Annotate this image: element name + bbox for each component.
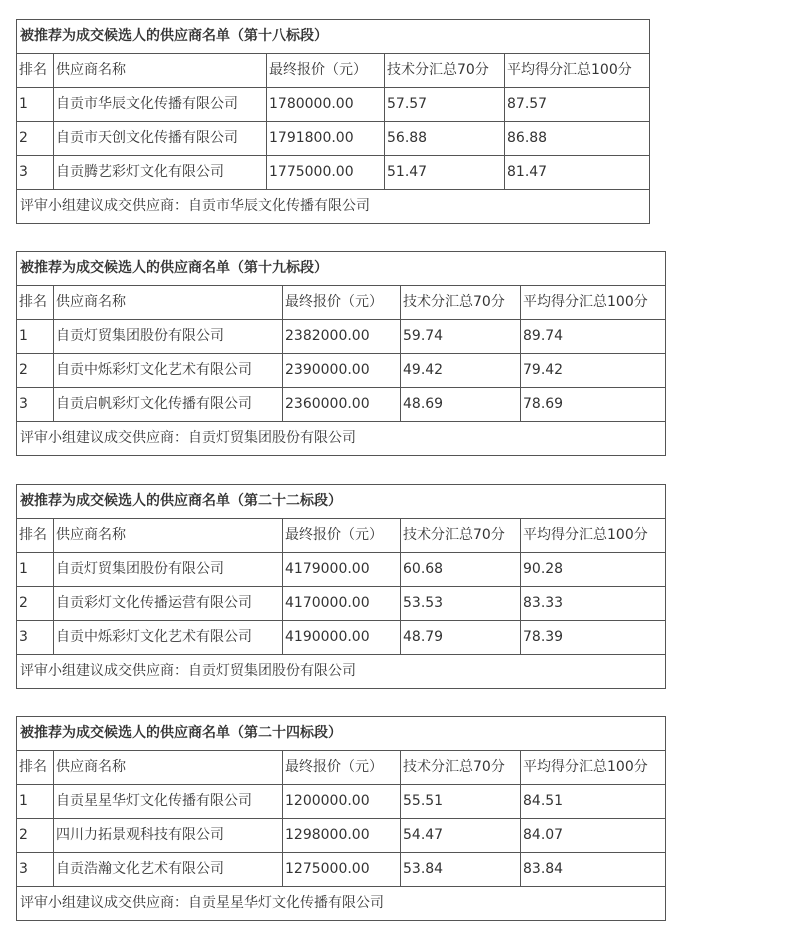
recommendation-note: 评审小组建议成交供应商：自贡市华辰文化传播有限公司 — [17, 190, 650, 224]
price-cell: 1780000.00 — [267, 88, 385, 122]
table-row — [17, 354, 666, 388]
header-supplier: 供应商名称 — [54, 54, 267, 88]
header-tech-score: 技术分汇总70分 — [401, 751, 521, 785]
header-tech-score: 技术分汇总70分 — [401, 286, 521, 320]
avg-score-cell: 87.57 — [505, 88, 650, 122]
avg-score-cell: 90.28 — [521, 553, 666, 587]
supplier-cell: 自贡灯贸集团股份有限公司 — [54, 553, 283, 587]
header-tech-score: 技术分汇总70分 — [385, 54, 505, 88]
avg-score-cell: 84.07 — [521, 819, 666, 853]
price-cell: 1775000.00 — [267, 156, 385, 190]
bid-table-22 — [16, 484, 666, 689]
avg-score-cell: 81.47 — [505, 156, 650, 190]
header-rank: 排名 — [17, 519, 54, 553]
table-row — [17, 587, 666, 621]
price-cell: 4170000.00 — [283, 587, 401, 621]
header-supplier: 供应商名称 — [54, 286, 283, 320]
avg-score-cell: 84.51 — [521, 785, 666, 819]
rank-cell: 3 — [17, 156, 54, 190]
tech-score-cell: 53.84 — [401, 853, 521, 887]
rank-cell: 1 — [17, 320, 54, 354]
supplier-cell: 自贡市天创文化传播有限公司 — [54, 122, 267, 156]
table-row — [17, 122, 650, 156]
table-row — [17, 853, 666, 887]
recommendation-note: 评审小组建议成交供应商：自贡灯贸集团股份有限公司 — [17, 655, 666, 689]
supplier-cell: 自贡灯贸集团股份有限公司 — [54, 320, 283, 354]
header-price: 最终报价（元） — [283, 519, 401, 553]
table-title: 被推荐为成交候选人的供应商名单（第二十四标段） — [17, 717, 666, 751]
price-cell: 1791800.00 — [267, 122, 385, 156]
table-title: 被推荐为成交候选人的供应商名单（第十九标段） — [17, 252, 666, 286]
tech-score-cell: 48.69 — [401, 388, 521, 422]
rank-cell: 1 — [17, 88, 54, 122]
supplier-cell: 自贡星星华灯文化传播有限公司 — [54, 785, 283, 819]
price-cell: 2382000.00 — [283, 320, 401, 354]
table-row — [17, 553, 666, 587]
avg-score-cell: 83.84 — [521, 853, 666, 887]
header-avg-score: 平均得分汇总100分 — [521, 286, 666, 320]
price-cell: 2360000.00 — [283, 388, 401, 422]
table-title: 被推荐为成交候选人的供应商名单（第二十二标段） — [17, 485, 666, 519]
bid-table-24 — [16, 716, 666, 921]
table-row — [17, 819, 666, 853]
rank-cell: 2 — [17, 819, 54, 853]
header-price: 最终报价（元） — [267, 54, 385, 88]
avg-score-cell: 86.88 — [505, 122, 650, 156]
header-supplier: 供应商名称 — [54, 751, 283, 785]
rank-cell: 3 — [17, 388, 54, 422]
price-cell: 4179000.00 — [283, 553, 401, 587]
tech-score-cell: 48.79 — [401, 621, 521, 655]
header-row — [17, 751, 666, 785]
tech-score-cell: 49.42 — [401, 354, 521, 388]
rank-cell: 2 — [17, 122, 54, 156]
header-avg-score: 平均得分汇总100分 — [521, 751, 666, 785]
supplier-cell: 自贡市华辰文化传播有限公司 — [54, 88, 267, 122]
avg-score-cell: 89.74 — [521, 320, 666, 354]
header-row — [17, 54, 650, 88]
tech-score-cell: 60.68 — [401, 553, 521, 587]
tech-score-cell: 53.53 — [401, 587, 521, 621]
table-row — [17, 320, 666, 354]
supplier-cell: 自贡中烁彩灯文化艺术有限公司 — [54, 621, 283, 655]
tech-score-cell: 54.47 — [401, 819, 521, 853]
tech-score-cell: 57.57 — [385, 88, 505, 122]
table-row — [17, 388, 666, 422]
header-avg-score: 平均得分汇总100分 — [521, 519, 666, 553]
table-row — [17, 621, 666, 655]
supplier-cell: 自贡中烁彩灯文化艺术有限公司 — [54, 354, 283, 388]
tech-score-cell: 59.74 — [401, 320, 521, 354]
tech-score-cell: 56.88 — [385, 122, 505, 156]
avg-score-cell: 78.69 — [521, 388, 666, 422]
header-row — [17, 519, 666, 553]
price-cell: 2390000.00 — [283, 354, 401, 388]
rank-cell: 3 — [17, 853, 54, 887]
rank-cell: 3 — [17, 621, 54, 655]
price-cell: 1298000.00 — [283, 819, 401, 853]
supplier-cell: 自贡腾艺彩灯文化有限公司 — [54, 156, 267, 190]
table-title: 被推荐为成交候选人的供应商名单（第十八标段） — [17, 20, 650, 54]
rank-cell: 2 — [17, 587, 54, 621]
recommendation-note: 评审小组建议成交供应商：自贡灯贸集团股份有限公司 — [17, 422, 666, 456]
header-rank: 排名 — [17, 751, 54, 785]
table-row — [17, 156, 650, 190]
recommendation-note: 评审小组建议成交供应商：自贡星星华灯文化传播有限公司 — [17, 887, 666, 921]
supplier-cell: 四川力拓景观科技有限公司 — [54, 819, 283, 853]
supplier-cell: 自贡启帆彩灯文化传播有限公司 — [54, 388, 283, 422]
avg-score-cell: 79.42 — [521, 354, 666, 388]
header-price: 最终报价（元） — [283, 286, 401, 320]
header-supplier: 供应商名称 — [54, 519, 283, 553]
header-rank: 排名 — [17, 54, 54, 88]
price-cell: 4190000.00 — [283, 621, 401, 655]
table-row — [17, 88, 650, 122]
tech-score-cell: 55.51 — [401, 785, 521, 819]
rank-cell: 1 — [17, 553, 54, 587]
header-avg-score: 平均得分汇总100分 — [505, 54, 650, 88]
bid-table-18 — [16, 19, 650, 224]
tech-score-cell: 51.47 — [385, 156, 505, 190]
supplier-cell: 自贡彩灯文化传播运营有限公司 — [54, 587, 283, 621]
price-cell: 1200000.00 — [283, 785, 401, 819]
avg-score-cell: 83.33 — [521, 587, 666, 621]
supplier-cell: 自贡浩瀚文化艺术有限公司 — [54, 853, 283, 887]
bid-table-19 — [16, 251, 666, 456]
table-row — [17, 785, 666, 819]
header-price: 最终报价（元） — [283, 751, 401, 785]
header-rank: 排名 — [17, 286, 54, 320]
rank-cell: 2 — [17, 354, 54, 388]
rank-cell: 1 — [17, 785, 54, 819]
avg-score-cell: 78.39 — [521, 621, 666, 655]
price-cell: 1275000.00 — [283, 853, 401, 887]
header-tech-score: 技术分汇总70分 — [401, 519, 521, 553]
header-row — [17, 286, 666, 320]
